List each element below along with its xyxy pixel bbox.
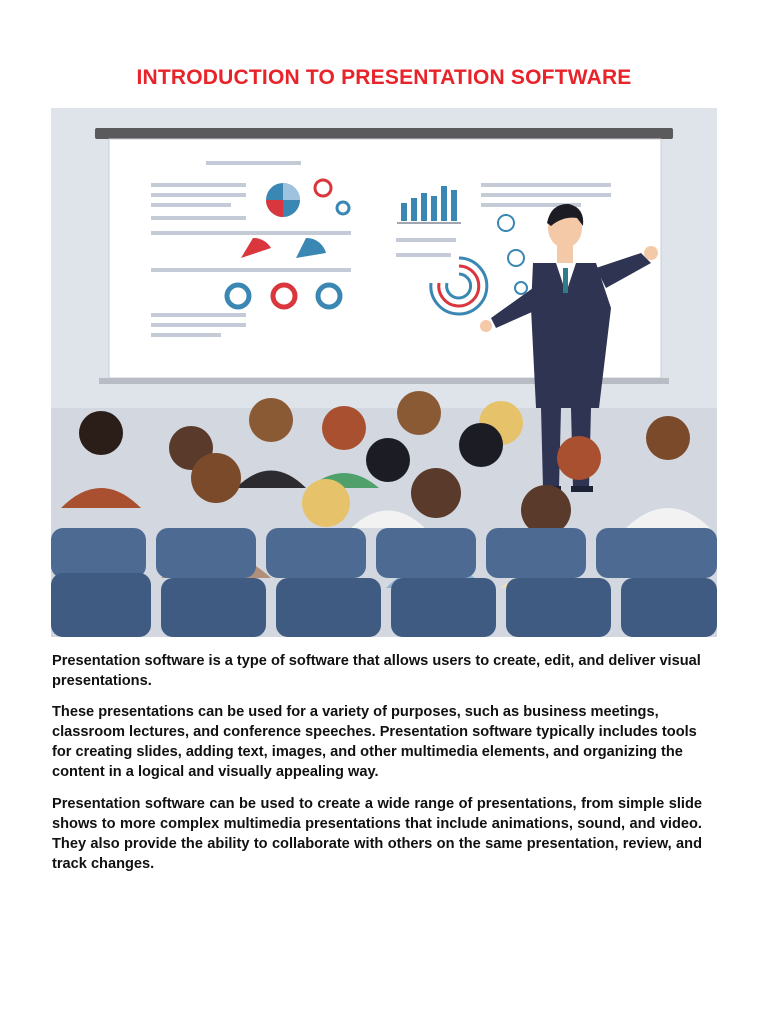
paragraph-intro: Presentation software is a type of software that allows users to create, edit, and deliver visual presentations.: [52, 653, 701, 689]
presentation-illustration: [51, 108, 717, 637]
presentation-scene-image: [51, 108, 717, 637]
paragraph-uses: These presentations can be used for a variety of purposes, such as business meetings, classroom lectures, and conference speeches. Presentation software typically includes tools for creating slides, adding text, images, and other multimedia elements, and organizing the content in a logical and visually appealing way.: [52, 704, 697, 780]
board-rail: [95, 128, 673, 139]
paragraph-range: Presentation software can be used to create a wide range of presentations, from simple slide shows to more complex multimedia presentations that include animations, sound, and video. They also provide the ability to collaborate with others on the same presentation, review, and track changes.: [52, 796, 702, 872]
page-title: INTRODUCTION TO PRESENTATION SOFTWARE: [136, 66, 632, 89]
